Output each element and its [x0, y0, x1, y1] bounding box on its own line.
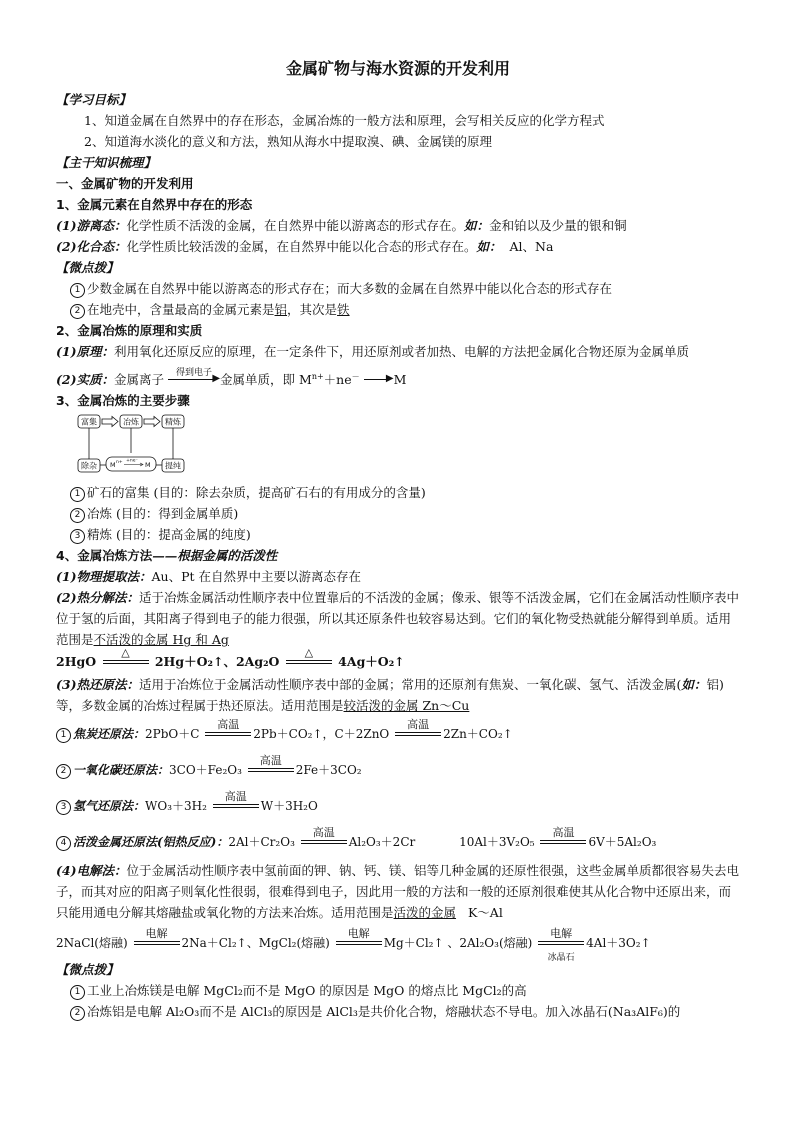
diagram-label-enrich: 富集	[81, 417, 97, 427]
diagram-arrow-1-icon	[102, 417, 118, 427]
diagram-label-remove-impurity: 除杂	[81, 461, 97, 471]
diagram-label-purify: 提纯	[165, 461, 181, 471]
high-temp-condition: 高温	[248, 758, 294, 776]
s2-title: 2、金属冶炼的原理和实质	[56, 323, 203, 338]
high-temp-condition: 高温	[213, 794, 259, 812]
s1-p1: (1)游离态：化学性质不活泼的金属，在自然界中能以游离态的形式存在。如：金和铂以及少量的银和铜	[56, 218, 627, 233]
section1-title: 一、金属矿物的开发利用	[56, 176, 194, 191]
s4-title: 4、金属冶炼方法——根据金属的活泼性	[56, 548, 278, 564]
circle-number-2-icon: 2	[70, 1006, 85, 1021]
electrolysis-condition: 电解	[134, 931, 180, 949]
s4-m2: (2)热分解法：适于冶炼金属活动性顺序表中位置靠后的不活泼的金属；像汞、银等不活泼金属，它们在金属活动性顺序表中位于氢的后面，其阳离子得到电子的能力很强，所以其还原条件也较容易达到。它们的氧化物受热就能分解得到单质。适用范围是不活泼的金属 Hg 和 Ag	[56, 590, 740, 648]
diagram-center-arrow-label: +ne⁻	[126, 458, 138, 464]
s3-step-2: 2 冶炼 (目的：得到金属单质)	[56, 503, 740, 524]
s1-note-1: 1 少数金属在自然界中能以游离态的形式存在；而大多数的金属在自然界中能以化合态的形式存在	[56, 278, 740, 299]
circle-number-1-icon: 1	[56, 728, 71, 743]
reaction-arrow: ▶	[364, 371, 394, 385]
diagram-center-sup: n+	[116, 460, 123, 466]
diagram-arrow-2-icon	[144, 417, 160, 427]
circle-number-2-icon: 2	[56, 764, 71, 779]
s3-step-1: 1 矿石的富集 (目的：除去杂质，提高矿石右的有用成分的含量)	[56, 482, 740, 503]
diagram-center-m-right: M	[145, 461, 151, 470]
high-temp-condition: 高温	[395, 722, 441, 740]
gain-electron-arrow: 得到电子 ▶	[168, 371, 220, 385]
heat-condition: △	[103, 650, 149, 668]
circle-number-2-icon: 2	[70, 304, 85, 319]
smelting-steps-diagram	[74, 413, 740, 480]
heat-condition: △	[286, 650, 332, 668]
s4-m4: (4)电解法：位于金属活动性顺序表中氢前面的钾、钠、钙、镁、铝等几种金属的还原性很强，这些金属单质都很容易失去电子，而其对应的阳离子则氧化性很弱，很难得到电子，因此用一般的方法和一般的还原剂很难使其从化合物中还原出来，而只能用通电分解其熔融盐或氧化物的方法来冶炼。适用范围是活泼的金属 K～Al	[56, 863, 740, 921]
circle-number-3-icon: 3	[56, 800, 71, 815]
s4-note-2: 2 冶炼铝是电解 Al₂O₃而不是 AlCl₃的原因是 AlCl₃是共价化合物，熔融状态不导电。加入冰晶石(Na₃AlF₆)的	[56, 1001, 740, 1022]
page-title: 金属矿物与海水资源的开发利用	[285, 59, 510, 78]
knowledge-header: 【主干知识梳理】	[56, 155, 157, 170]
circle-number-2-icon: 2	[70, 508, 85, 523]
document-page	[56, 56, 740, 1022]
s1-title: 1、金属元素在自然界中存在的形态	[56, 197, 253, 212]
smelting-flow-svg	[74, 413, 194, 477]
goals-header: 【学习目标】	[56, 92, 132, 107]
s1-note-2: 2 在地壳中，含量最高的金属元素是铝，其次是铁	[56, 299, 740, 320]
high-temp-condition: 高温	[540, 830, 586, 848]
goal-item-2: 2、知道海水淡化的意义和方法，熟知从海水中提取溴、碘、金属镁的原理	[84, 134, 492, 149]
s4-r1: 1 焦炭还原法：2PbO＋C 高温 2Pb＋CO₂↑，C＋2ZnO 高温 2Zn＋CO₂↑	[56, 722, 740, 746]
s3-title: 3、金属冶炼的主要步骤	[56, 393, 190, 409]
s4-note-1: 1 工业上冶炼镁是电解 MgCl₂而不是 MgO 的原因是 MgO 的熔点比 MgCl₂的高	[56, 980, 740, 1001]
s4-note-header: 【微点拨】	[56, 962, 119, 978]
s1-p2: (2)化合态：化学性质比较活泼的金属，在自然界中能以化合态的形式存在。如： Al、Na	[56, 239, 554, 254]
s4-m3: (3)热还原法：适用于冶炼位于金属活动性顺序表中部的金属；常用的还原剂有焦炭、一氧化碳、氢气、活泼金属(如：铝)等，多数金属的冶炼过程属于热还原法。适用范围是较活泼的金属 Zn～Cu	[56, 677, 724, 714]
s4-m2-equation: 2HgO △ 2Hg＋O₂↑、2Ag₂O △ 4Ag＋O₂↑	[56, 646, 405, 670]
s4-r3: 3 氢气还原法：WO₃＋3H₂ 高温 W＋3H₂O	[56, 794, 740, 818]
diagram-center-m: M	[110, 461, 116, 470]
goal-item-1: 1、知道金属在自然界中的存在形态，金属冶炼的一般方法和原理，会写相关反应的化学方程式	[84, 113, 605, 128]
s4-m1: (1)物理提取法：Au、Pt 在自然界中主要以游离态存在	[56, 569, 362, 585]
s2-p2: (2)实质：金属离子 得到电子 ▶ 金属单质，即 $M^{n+}+ne^-$ ▶ M	[56, 368, 407, 388]
circle-number-1-icon: 1	[70, 487, 85, 502]
electrolysis-condition: 电解	[336, 931, 382, 949]
electrolysis-cryolite-condition: 电解 冰晶石	[538, 931, 584, 949]
high-temp-condition: 高温	[301, 830, 347, 848]
diagram-label-smelt: 冶炼	[123, 417, 139, 427]
circle-number-1-icon: 1	[70, 283, 85, 298]
circle-number-3-icon: 3	[70, 529, 85, 544]
circle-number-1-icon: 1	[70, 985, 85, 1000]
s1-note-header: 【微点拨】	[56, 260, 119, 275]
s4-r2: 2 一氧化碳还原法：3CO＋Fe₂O₃ 高温 2Fe＋3CO₂	[56, 758, 740, 782]
s4-r4: 4 活泼金属还原法(铝热反应)：2Al＋Cr₂O₃ 高温 Al₂O₃＋2Cr 10Al＋3V₂O₅ 高温 6V＋5Al₂O₃	[56, 830, 740, 854]
diagram-label-refine: 精炼	[165, 417, 181, 427]
circle-number-4-icon: 4	[56, 836, 71, 851]
s4-electrolysis-equations: 2NaCl(熔融) 电解 2Na＋Cl₂↑、MgCl₂(熔融) 电解 Mg＋Cl₂↑ 、2Al₂O₃(熔融) 电解 冰晶石 4Al＋3O₂↑	[56, 927, 651, 964]
s2-p1: (1)原理：利用氧化还原反应的原理，在一定条件下，用还原剂或者加热、电解的方法把金属化合物还原为金属单质	[56, 344, 690, 359]
high-temp-condition: 高温	[205, 722, 251, 740]
s3-step-3: 3 精炼 (目的：提高金属的纯度)	[56, 524, 740, 545]
